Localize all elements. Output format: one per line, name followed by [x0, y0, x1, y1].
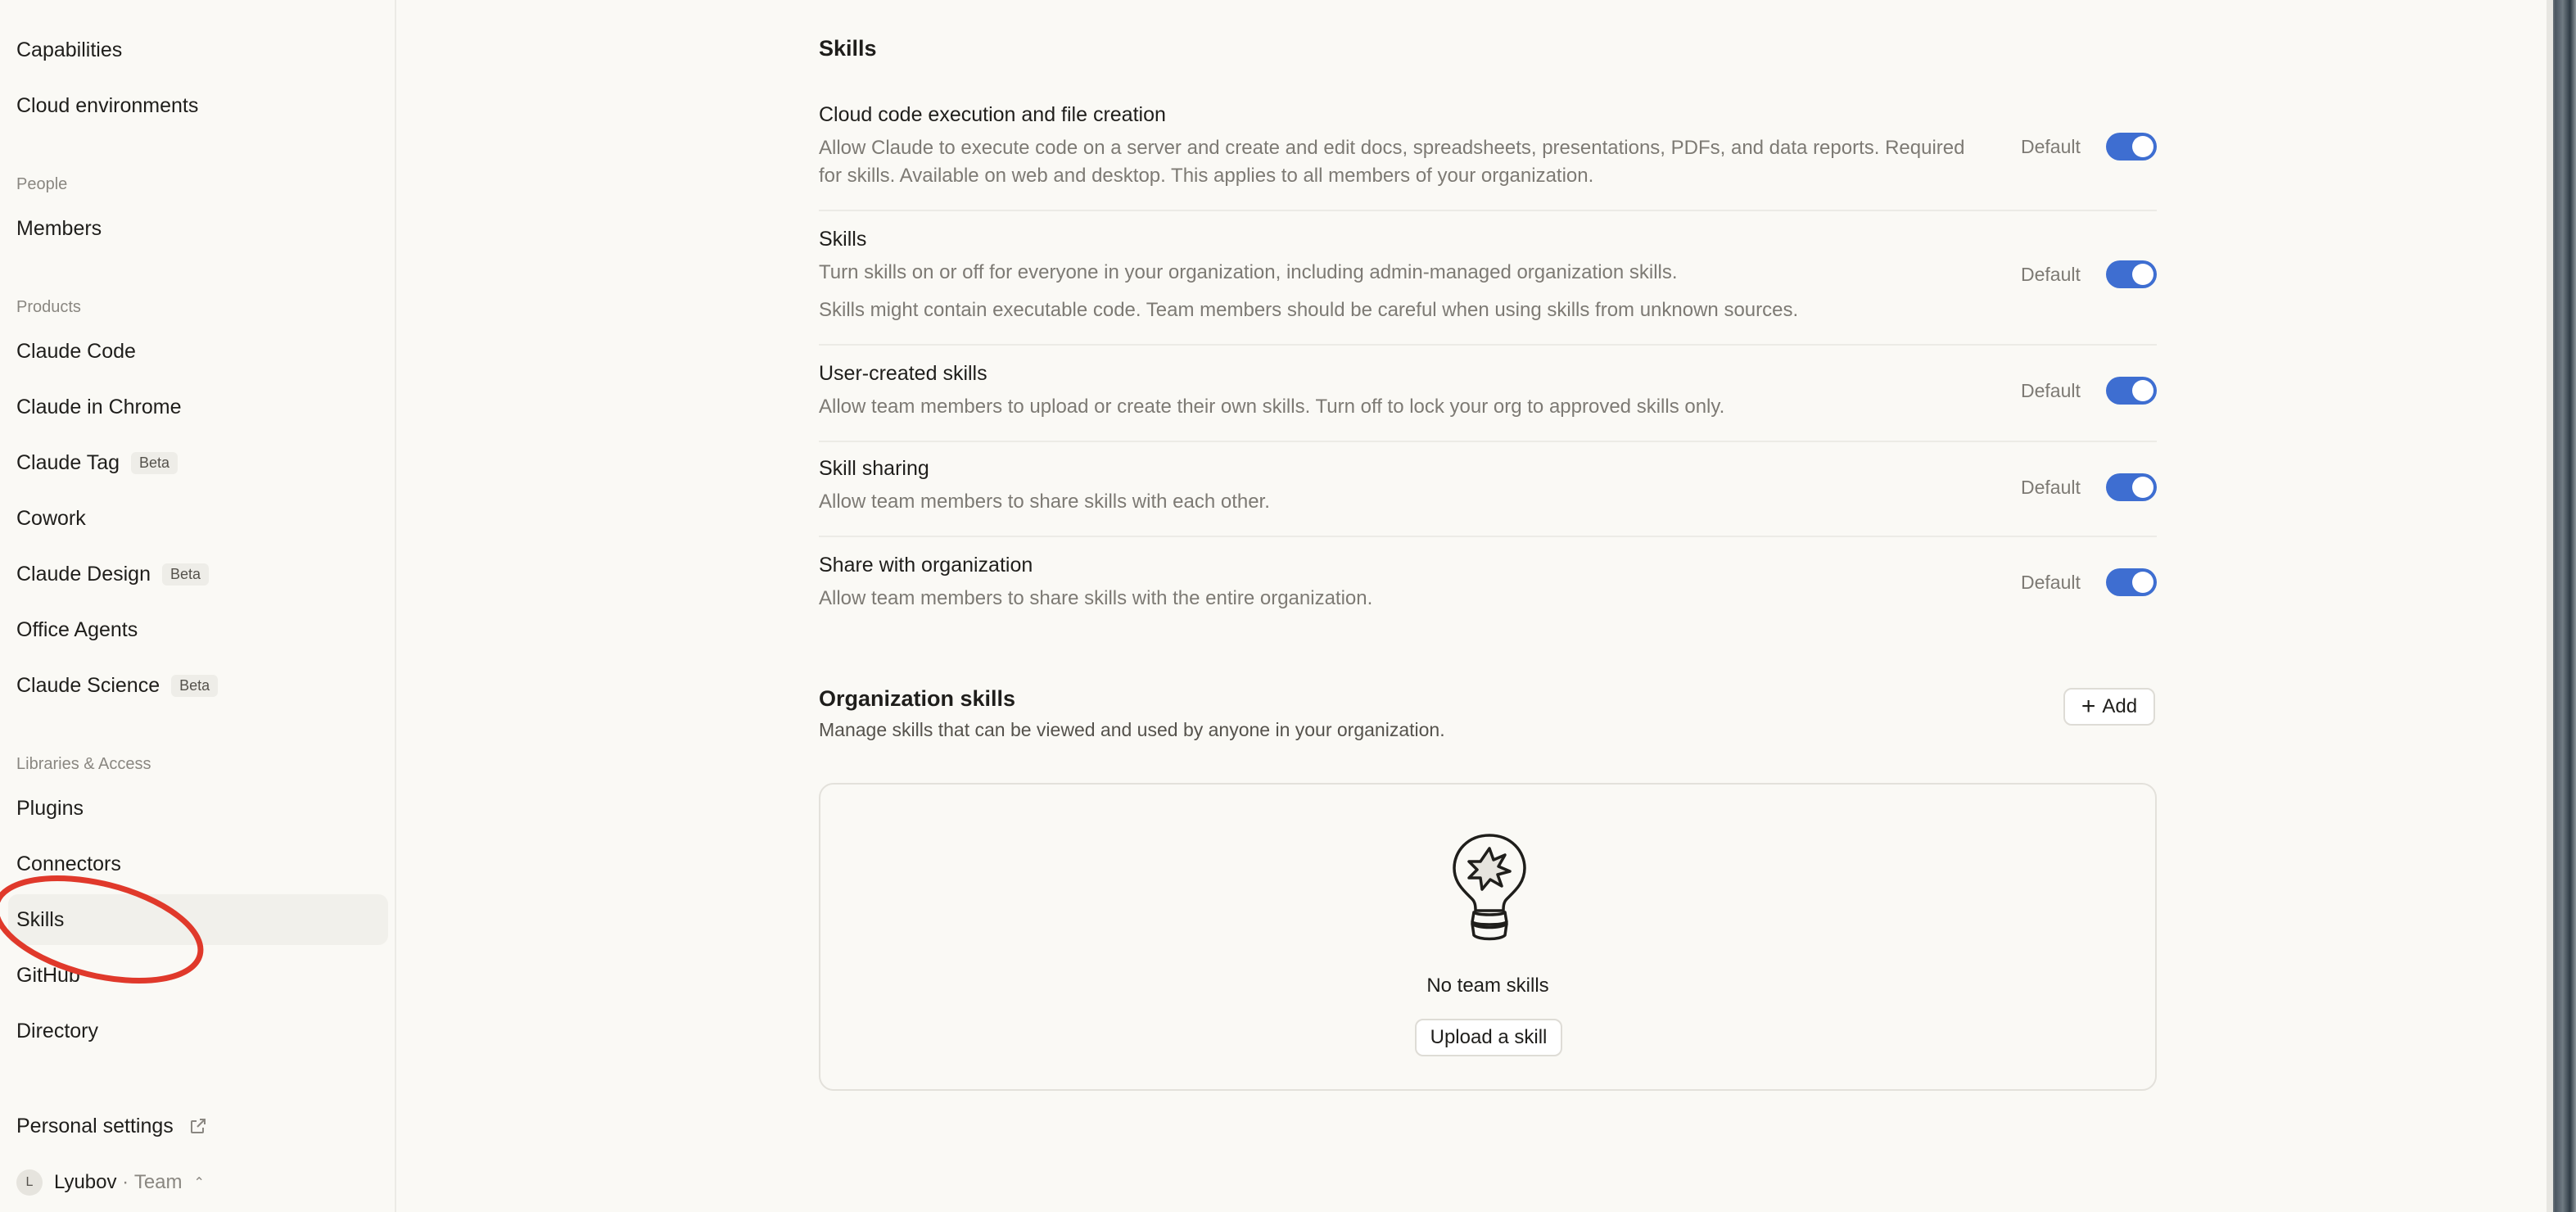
skill-sharing-toggle[interactable]	[2106, 473, 2157, 501]
sidebar-item-directory[interactable]	[16, 1009, 98, 1053]
active-item-highlight	[8, 894, 388, 945]
sidebar-item-cowork[interactable]	[16, 496, 86, 540]
sidebar-item-label: Cowork	[16, 506, 86, 530]
sidebar-item-label: Claude in Chrome	[16, 395, 182, 418]
personal-settings-link[interactable]	[16, 1104, 208, 1148]
setting-status: Default	[2021, 572, 2081, 593]
section-label-people: People	[16, 175, 68, 193]
add-skill-button[interactable]	[2063, 688, 2155, 726]
setting-description: Allow team members to upload or create their own skills. Turn off to lock your org to approved skills only.	[819, 396, 1725, 418]
section-label-products: Products	[16, 298, 81, 316]
setting-description: Allow Claude to execute code on a server and create and edit docs, spreadsheets, presentations, PDFs, and data reports. Required for skills. Available on web and desktop. This applies to all members of your organization.	[819, 137, 1965, 187]
setting-description: Turn skills on or off for everyone in your organization, including admin-managed organization skills.	[819, 261, 1678, 283]
cloud-code-toggle[interactable]	[2106, 133, 2157, 161]
sidebar-item-skills[interactable]	[16, 898, 64, 942]
beta-badge: Beta	[171, 675, 218, 697]
user-separator: ·	[116, 1171, 134, 1193]
setting-row-skills	[819, 210, 2157, 346]
sidebar-item-plugins[interactable]	[16, 786, 84, 830]
sidebar-item-label: Claude Tag	[16, 450, 120, 474]
setting-row-share-with-organization	[819, 536, 2157, 626]
sidebar-item-claude-tag[interactable]	[16, 441, 178, 485]
plus-icon: +	[2081, 693, 2096, 720]
page-title: Skills	[819, 36, 877, 61]
sidebar-item-label: Capabilities	[16, 38, 123, 61]
section-label-libraries: Libraries & Access	[16, 755, 151, 773]
setting-status: Default	[2021, 477, 2081, 498]
setting-row-user-created-skills	[819, 344, 2157, 442]
sidebar-item-label: Office Agents	[16, 617, 138, 641]
setting-status: Default	[2021, 264, 2081, 285]
avatar: L	[16, 1169, 43, 1196]
org-skills-description: Manage skills that can be viewed and used by anyone in your organization.	[819, 719, 1445, 740]
skills-toggle[interactable]	[2106, 260, 2157, 288]
sidebar-item-label: Directory	[16, 1019, 99, 1042]
setting-title: Skill sharing	[819, 457, 929, 480]
personal-settings-label: Personal settings	[16, 1114, 174, 1137]
beta-badge: Beta	[162, 563, 209, 586]
sidebar-item-cloud-environments[interactable]	[16, 84, 198, 128]
sidebar-item-label: Cloud environments	[16, 93, 199, 117]
sidebar-item-label: Members	[16, 216, 102, 240]
lightbulb-icon	[1444, 830, 1534, 945]
toggle-knob	[2132, 572, 2153, 593]
setting-title: Cloud code execution and file creation	[819, 103, 1166, 126]
user-plan: Team	[133, 1171, 183, 1193]
empty-state-card	[819, 783, 2157, 1091]
chevron-up-down-icon: ⌃	[193, 1176, 205, 1190]
user-name: Lyubov	[54, 1171, 117, 1193]
sidebar-item-members[interactable]	[16, 206, 102, 251]
sidebar-item-label: Skills	[16, 907, 65, 931]
sidebar-item-claude-code[interactable]	[16, 329, 136, 373]
beta-badge: Beta	[131, 452, 178, 474]
sidebar-item-office-agents[interactable]	[16, 608, 138, 652]
toggle-knob	[2132, 477, 2153, 498]
setting-title: Skills	[819, 228, 867, 251]
setting-row-skill-sharing	[819, 441, 2157, 537]
setting-status: Default	[2021, 380, 2081, 401]
sidebar-item-capabilities[interactable]	[16, 28, 122, 72]
org-skills-title: Organization skills	[819, 686, 1016, 711]
sidebar-item-github[interactable]	[16, 953, 80, 997]
upload-button-label: Upload a skill	[1430, 1026, 1548, 1048]
sidebar-item-label: Claude Design	[16, 562, 151, 586]
sidebar-item-label: GitHub	[16, 963, 80, 987]
sidebar-item-connectors[interactable]	[16, 842, 121, 886]
sidebar-item-claude-in-chrome[interactable]	[16, 385, 182, 429]
setting-warning: Skills might contain executable code. Team members should be careful when using skills from unknown sources.	[819, 299, 1799, 321]
toggle-knob	[2132, 136, 2153, 157]
setting-row-cloud-code	[819, 90, 2157, 211]
add-button-label: Add	[2102, 695, 2138, 717]
toggle-knob	[2132, 380, 2153, 401]
sidebar	[0, 0, 396, 1212]
sidebar-item-claude-design[interactable]	[16, 552, 209, 596]
external-link-icon	[188, 1116, 208, 1136]
share-with-organization-toggle[interactable]	[2106, 568, 2157, 596]
toggle-knob	[2132, 264, 2153, 285]
sidebar-item-label: Connectors	[16, 852, 121, 875]
sidebar-item-label: Claude Code	[16, 339, 136, 363]
setting-status: Default	[2021, 136, 2081, 157]
upload-skill-button[interactable]	[1415, 1019, 1562, 1056]
setting-description: Allow team members to share skills with the entire organization.	[819, 587, 1373, 609]
user-created-skills-toggle[interactable]	[2106, 377, 2157, 405]
account-switcher[interactable]	[16, 1166, 205, 1199]
empty-state-text: No team skills	[1426, 975, 1549, 997]
sidebar-item-claude-science[interactable]	[16, 663, 218, 708]
desktop-background-edge	[2547, 0, 2576, 1212]
setting-title: User-created skills	[819, 362, 987, 385]
setting-title: Share with organization	[819, 554, 1033, 577]
setting-description: Allow team members to share skills with each other.	[819, 491, 1270, 513]
sidebar-item-label: Claude Science	[16, 673, 160, 697]
sidebar-item-label: Plugins	[16, 796, 84, 820]
